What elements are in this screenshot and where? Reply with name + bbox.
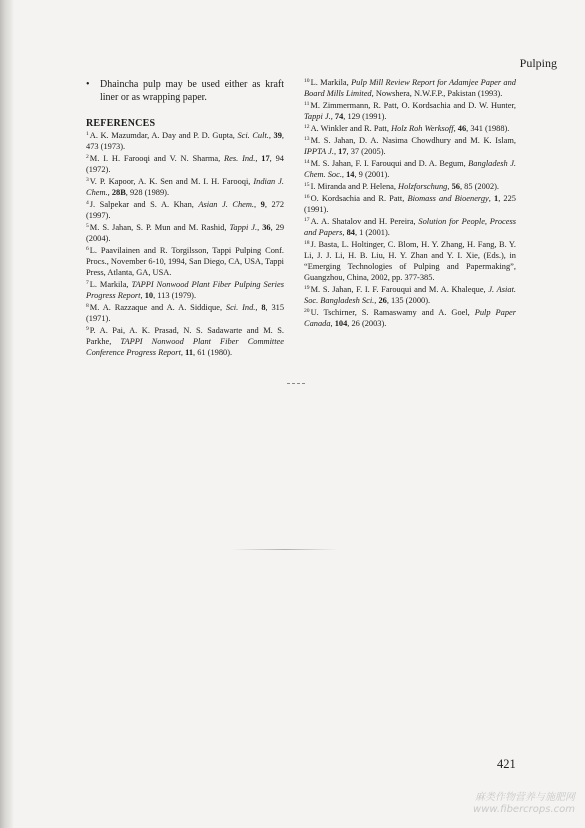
left-column bbox=[86, 77, 284, 359]
reference-text: A. A. Shatalov and H. Pereira, bbox=[310, 217, 419, 226]
reference-entry bbox=[86, 153, 284, 175]
reference-source: Asian J. Chem. bbox=[198, 200, 254, 209]
reference-text: , bbox=[374, 296, 379, 305]
reference-text: , bbox=[447, 182, 452, 191]
reference-number: 16 bbox=[304, 194, 310, 200]
reference-number: 19 bbox=[304, 285, 310, 291]
reference-entry bbox=[86, 325, 284, 358]
reference-text: M. S. Jahan, F. I. Farouqui and D. A. Begum, bbox=[310, 159, 469, 168]
reference-text: A. K. Mazumdar, A. Day and P. D. Gupta, bbox=[89, 131, 238, 140]
reference-volume: 9 bbox=[260, 200, 265, 209]
reference-text: , bbox=[255, 154, 262, 163]
reference-text: , 129 (1991). bbox=[343, 112, 387, 121]
reference-entry bbox=[86, 279, 284, 301]
reference-text: , bbox=[341, 170, 347, 179]
reference-text: M. S. Jahan, D. A. Nasima Chowdhury and M. K. Islam, bbox=[310, 136, 516, 145]
watermark-line-1: 麻类作物营养与施肥网 bbox=[475, 792, 575, 803]
reference-text: , bbox=[254, 200, 261, 209]
reference-text: L. Paavilainen and R. Torgilsson, Tappi Pulping Conf. Procs., November 6-10, 1994, San Diego, CA, USA, Tappi Press, Atlanta, GA, USA. bbox=[86, 246, 284, 277]
reference-text: M. S. Jahan, S. P. Mun and M. Rashid, bbox=[89, 223, 230, 232]
reference-number: 12 bbox=[304, 124, 310, 130]
reference-text: , 85 (2002). bbox=[459, 182, 500, 191]
reference-source: TAPPI Nonwood Plant Fiber Committee Conference Progress Report bbox=[86, 337, 284, 357]
reference-entry bbox=[304, 135, 516, 157]
reference-text: , 26 (2003). bbox=[347, 319, 387, 328]
reference-source: Tappi J. bbox=[304, 112, 331, 121]
reference-text: , 928 (1989). bbox=[125, 188, 170, 197]
reference-text: , bbox=[330, 319, 335, 328]
reference-number: 1 bbox=[86, 131, 89, 137]
reference-entry bbox=[304, 193, 516, 215]
reference-text: , 61 (1980). bbox=[193, 348, 233, 357]
reference-entry bbox=[86, 302, 284, 324]
reference-volume: 10 bbox=[144, 291, 154, 300]
reference-volume: 8 bbox=[261, 303, 266, 312]
reference-text: , 113 (1979). bbox=[153, 291, 197, 300]
watermark-line-2: www.fibercrops.com bbox=[473, 804, 575, 815]
reference-source: IPPTA J. bbox=[304, 147, 334, 156]
reference-text: , bbox=[180, 348, 186, 357]
reference-volume: 14 bbox=[346, 170, 355, 179]
bullet-text: Dhaincha pulp may be used either as kraft liner or as wrapping paper. bbox=[100, 79, 284, 103]
reference-text: , 94 (1972). bbox=[86, 154, 284, 174]
reference-number: 5 bbox=[86, 223, 89, 229]
reference-text: , bbox=[257, 223, 263, 232]
reference-source: Solution for People, Process and Papers bbox=[304, 217, 516, 237]
reference-text: , bbox=[453, 124, 458, 133]
reference-volume: 104 bbox=[334, 319, 348, 328]
reference-text: , bbox=[333, 147, 339, 156]
reference-number: 4 bbox=[86, 200, 89, 206]
reference-text: , 341 (1988). bbox=[466, 124, 510, 133]
reference-source: Pulp Paper Canada bbox=[304, 308, 516, 328]
reference-entry bbox=[86, 199, 284, 221]
reference-text: , 315 (1971). bbox=[86, 303, 285, 323]
reference-text: , bbox=[488, 194, 495, 203]
scanned-page-edge bbox=[0, 0, 14, 828]
reference-entry bbox=[304, 123, 516, 134]
reference-number: 20 bbox=[304, 308, 310, 314]
reference-volume: 11 bbox=[185, 348, 194, 357]
references-heading: REFERENCES bbox=[86, 118, 156, 129]
reference-number: 15 bbox=[304, 182, 310, 188]
reference-number: 10 bbox=[304, 78, 310, 84]
reference-number: 11 bbox=[304, 101, 310, 107]
reference-number: 7 bbox=[86, 280, 89, 286]
reference-volume: 17 bbox=[261, 154, 270, 163]
reference-number: 13 bbox=[304, 136, 310, 142]
reference-number: 18 bbox=[304, 240, 310, 246]
reference-volume: 26 bbox=[378, 296, 387, 305]
reference-entry bbox=[86, 245, 284, 278]
reference-number: 3 bbox=[86, 177, 89, 183]
reference-source: Holzforschung bbox=[398, 182, 448, 191]
reference-text: J. Salpekar and S. A. Khan, bbox=[89, 200, 199, 209]
reference-text: , bbox=[342, 228, 347, 237]
reference-entry bbox=[304, 100, 516, 122]
reference-entry bbox=[304, 307, 516, 329]
reference-text: I. Miranda and P. Helena, bbox=[310, 182, 399, 191]
reference-source: Bangladesh J. Chem. Soc. bbox=[304, 159, 516, 179]
reference-source: Biomass and Bioenergy bbox=[407, 194, 489, 203]
reference-volume: 1 bbox=[494, 194, 499, 203]
reference-text: , bbox=[268, 131, 274, 140]
reference-text: , 1 (2001). bbox=[354, 228, 390, 237]
reference-source: Indian J. Chem. bbox=[86, 177, 284, 197]
reference-text: , 9 (2001). bbox=[354, 170, 390, 179]
reference-volume: 39 bbox=[273, 131, 282, 140]
reference-entry bbox=[86, 176, 284, 198]
reference-text: , 225 (1991). bbox=[304, 194, 516, 214]
reference-number: 8 bbox=[86, 303, 89, 309]
reference-number: 9 bbox=[86, 326, 89, 332]
reference-volume: 17 bbox=[338, 147, 347, 156]
reference-volume: 56 bbox=[451, 182, 460, 191]
reference-number: 17 bbox=[304, 217, 310, 223]
reference-text: , bbox=[255, 303, 262, 312]
reference-text: , bbox=[330, 112, 335, 121]
scan-artifact-line bbox=[232, 549, 338, 550]
reference-text: , Nowshera, N.W.F.P., Pakistan (1993). bbox=[371, 89, 503, 98]
reference-number: 6 bbox=[86, 246, 89, 252]
reference-source: Holz Roh Werksoff bbox=[391, 124, 454, 133]
reference-list-right bbox=[304, 77, 516, 329]
bullet-icon: • bbox=[86, 79, 90, 90]
reference-entry bbox=[304, 158, 516, 180]
reference-text: , 272 (1997). bbox=[86, 200, 284, 220]
reference-text: P. A. Pai, A. K. Prasad, N. S. Sadawarte and M. S. Parkhe, bbox=[86, 326, 284, 346]
reference-entry bbox=[304, 181, 516, 192]
running-header: Pulping bbox=[519, 56, 557, 70]
reference-text: , 473 (1973). bbox=[86, 131, 285, 151]
reference-entry bbox=[304, 77, 516, 99]
reference-source: TAPPI Nonwood Plant Fiber Pulping Series Progress Report bbox=[86, 280, 284, 300]
reference-list-left bbox=[86, 130, 284, 358]
reference-text: A. Winkler and R. Patt, bbox=[310, 124, 392, 133]
reference-text: L. Markila, bbox=[310, 78, 352, 87]
reference-text: M. Zimmermann, R. Patt, O. Kordsachia and D. W. Hunter, bbox=[310, 101, 516, 110]
reference-number: 14 bbox=[304, 159, 310, 165]
right-column bbox=[304, 77, 516, 330]
reference-entry bbox=[86, 222, 284, 244]
reference-source: Res. Ind. bbox=[224, 154, 256, 163]
reference-source: Sci. Cult. bbox=[237, 131, 269, 140]
page-number: 421 bbox=[497, 757, 516, 771]
conclusion-bullet bbox=[86, 79, 284, 104]
reference-text: U. Tschirner, S. Ramaswamy and A. Goel, bbox=[310, 308, 475, 317]
reference-text: L. Markila, bbox=[89, 280, 132, 289]
reference-volume: 28B bbox=[111, 188, 126, 197]
site-watermark bbox=[473, 792, 575, 816]
reference-entry bbox=[304, 216, 516, 238]
reference-number: 2 bbox=[86, 154, 89, 160]
reference-text: , 37 (2005). bbox=[346, 147, 386, 156]
reference-volume: 84 bbox=[346, 228, 355, 237]
reference-text: , 135 (2000). bbox=[386, 296, 431, 305]
reference-source: Sci. Ind. bbox=[225, 303, 256, 312]
reference-source: Pulp Mill Review Report for Adamjee Paper and Board Mills Limited bbox=[304, 78, 516, 98]
reference-entry bbox=[304, 284, 516, 306]
reference-text: V. P. Kapoor, A. K. Sen and M. I. H. Farooqi, bbox=[89, 177, 254, 186]
reference-text: O. Kordsachia and R. Patt, bbox=[310, 194, 408, 203]
reference-text: M. S. Jahan, F. I. F. Farouqui and M. A. Khaleque, bbox=[310, 285, 489, 294]
reference-volume: 36 bbox=[262, 223, 271, 232]
reference-volume: 46 bbox=[457, 124, 467, 133]
reference-entry bbox=[304, 239, 516, 283]
scan-artifact-mark bbox=[287, 383, 305, 384]
reference-text: M. A. Razzaque and A. A. Siddique, bbox=[89, 303, 226, 312]
reference-text: M. I. H. Farooqi and V. N. Sharma, bbox=[89, 154, 225, 163]
reference-text: , bbox=[107, 188, 112, 197]
reference-volume: 74 bbox=[334, 112, 344, 121]
reference-text: J. Basta, L. Holtinger, C. Blom, H. Y. Zhang, H. Fang, B. Y. Li, J. J. Li, H. B. Liu, H. Y. Zhan and Y. I. Xie, (Eds.), in “Emerging Technologies of Pulping and Papermaking”, Guangzhou, China, 2002, pp. 377-385. bbox=[304, 240, 516, 282]
reference-entry bbox=[86, 130, 284, 152]
reference-text: , 29 (2004). bbox=[86, 223, 285, 243]
reference-source: J. Asiat. Soc. Bangladesh Sci. bbox=[304, 285, 516, 305]
reference-text: , bbox=[140, 291, 145, 300]
reference-source: Tappi J. bbox=[229, 223, 258, 232]
